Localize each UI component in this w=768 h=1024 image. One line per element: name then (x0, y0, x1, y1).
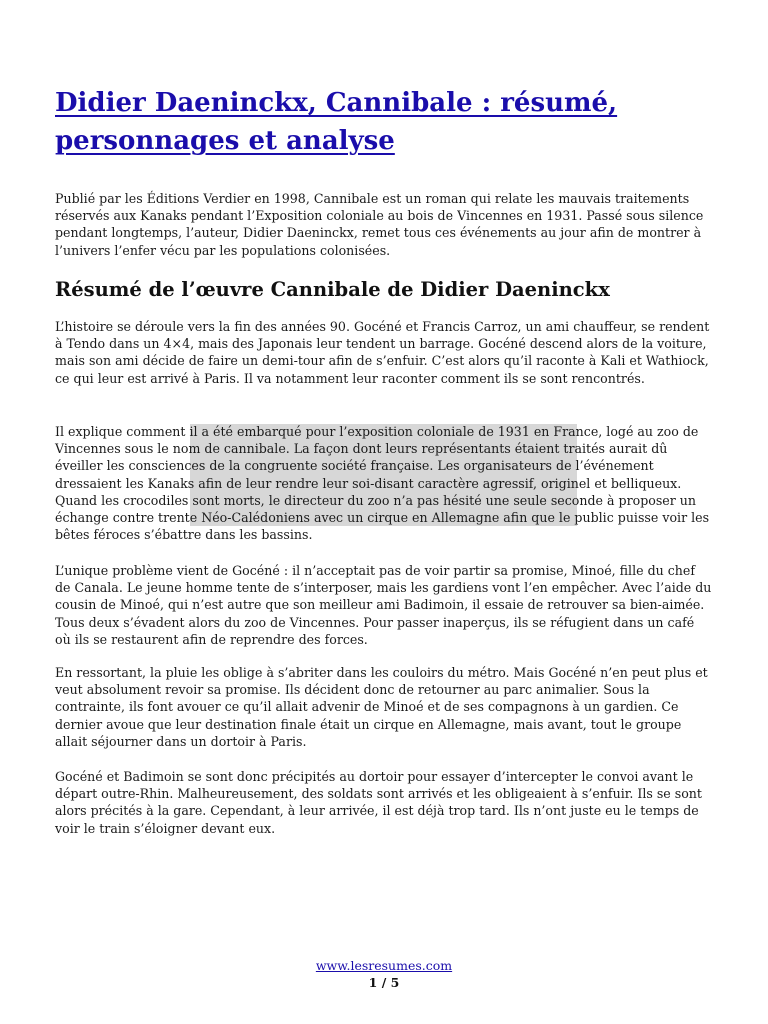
summary-paragraph: En ressortant, la pluie les oblige à s’abriter dans les couloirs du métro. Mais Gocéné n’en peut plus et veut absolument revoir sa promise. Ils décident donc de retourner au parc animalier. Sous la contrainte, ils font avouer ce qu’il allait advenir de Minoé et de ses compagnons à un gardien. Ce dernier avoue que leur destination finale était un cirque en Allemagne, mais avant, tout le groupe allait séjourner dans un dortoir à Paris. (55, 665, 708, 749)
summary-paragraph: Il explique comment il a été embarqué pour l’exposition coloniale de 1931 en France, logé au zoo de Vincennes sous le nom de cannibale. La façon dont leurs représentants étaient traités aurait dû éveiller les consciences de la congruente société française. Les organisateurs de l’événement dressaient les Kanaks afin de leur rendre leur soi-disant caractère agressif, originel et belliqueux. Quand les crocodiles sont morts, le directeur du zoo n’a pas hésité une seule seconde à proposer un échange contre trente Néo-Calédoniens avec un cirque en Allemagne afin que le public puisse voir les bêtes féroces s’ébattre dans les bassins. (55, 424, 710, 543)
summary-paragraph: L’unique problème vient de Gocéné : il n’acceptait pas de voir partir sa promise, Minoé, fille du chef de Canala. Le jeune homme tente de s’interposer, mais les gardiens vont l’en empêcher. Avec l’aide du cousin de Minoé, qui n’est autre que son meilleur ami Badimoin, il essaie de retrouver sa bien-aimée. Tous deux s’évadent alors du zoo de Vincennes. Pour passer inaperçus, ils se réfugient dans un café où ils se restaurent afin de reprendre des forces. (55, 563, 712, 647)
page-title[interactable]: Didier Daeninckx, Cannibale : résumé, personnages et analyse (55, 88, 618, 156)
page-number: 1 / 5 (368, 975, 400, 990)
intro-paragraph: Publié par les Éditions Verdier en 1998, Cannibale est un roman qui relate les mauvais traitements réservés aux Kanaks pendant l’Exposition coloniale au bois de Vincennes en 1931. Passé sous silence pendant longtemps, l’auteur, Didier Daeninckx, remet tous ces événements au jour afin de montrer à l’univers l’enfer vécu par les populations colonisées. (55, 191, 704, 258)
summary-paragraph: L’histoire se déroule vers la fin des années 90. Gocéné et Francis Carroz, un ami chauffeur, se rendent à Tendo dans un 4×4, mais des Japonais leur tendent un barrage. Gocéné descend alors de la voiture, mais son ami décide de faire un demi-tour afin de s’enfuir. C’est alors qu’il raconte à Kali et Wathiock, ce qui leur est arrivé à Paris. Il va notamment leur raconter comment ils se sont rencontrés. (55, 319, 710, 386)
summary-paragraph: Gocéné et Badimoin se sont donc précipités au dortoir pour essayer d’intercepter le convoi avant le départ outre-Rhin. Malheureusement, des soldats sont arrivés et les obligeaient à s’enfuir. Ils se sont alors précités à la gare. Cependant, à leur arrivée, il est déjà trop tard. Ils n’ont juste eu le temps de voir le train s’éloigner devant eux. (55, 769, 702, 836)
footer-website-link[interactable]: www.lesresumes.com (315, 958, 453, 973)
section-heading: Résumé de l’œuvre Cannibale de Didier Daeninckx (55, 278, 610, 301)
